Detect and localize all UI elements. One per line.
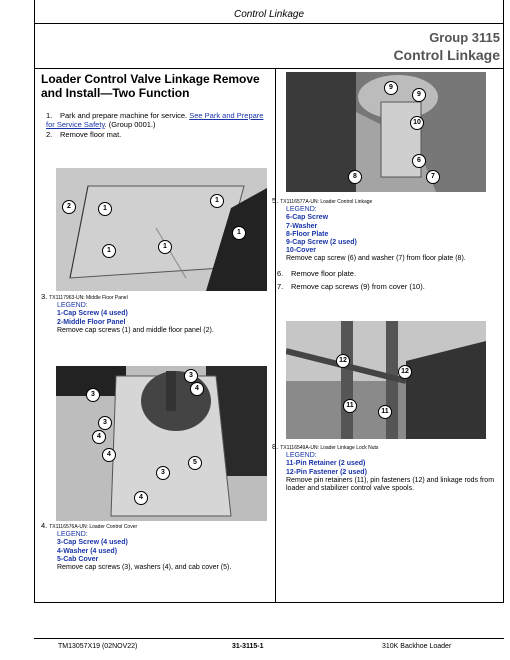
callout-9: 9 [412,88,426,102]
legend-item: 12-Pin Fastener (2 used) [286,468,367,476]
callout-9: 9 [384,81,398,95]
callout-4: 4 [92,430,106,444]
middle-floor-panel-photo [56,168,267,291]
group-number: Group 3115 [429,30,500,45]
callout-3: 3 [86,388,100,402]
callout-1: 1 [232,226,246,240]
callout-7: 7 [426,170,440,184]
step-number: 8. [272,442,279,451]
callout-8: 8 [348,170,362,184]
figure-description: Remove cap screws (1) and middle floor panel (2). [57,326,214,334]
content-area [34,69,502,602]
footer-model: 310K Backhoe Loader [382,643,452,650]
callout-6: 6 [412,154,426,168]
figure-5-caption [272,197,497,264]
callout-3: 3 [156,466,170,480]
column-divider [275,69,276,602]
figure-description: Remove cap screw (6) and washer (7) from floor plate (8). [286,255,466,263]
legend-item: 4-Washer (4 used) [57,547,118,555]
loader-control-cover-photo [56,366,267,521]
step-2 [46,130,268,139]
figure-description: Remove pin retainers (11), pin fasteners (12) and linkage rods from loader and stabilizer control valve spools. [286,476,495,493]
step-number: 3. [41,292,48,301]
callout-11: 11 [378,405,392,419]
legend-item: 2-Middle Floor Panel [57,318,126,326]
step-number: 1. [46,111,53,120]
step-text: Park and prepare machine for service. [60,111,188,120]
section-heading: Loader Control Valve Linkage Remove and Install—Two Function [41,72,260,100]
footer-rule [34,638,504,639]
legend-label: LEGEND: [57,302,88,310]
callout-12: 12 [336,354,350,368]
step-1 [46,111,268,129]
loader-linkage-lock-nuts-photo [286,321,486,439]
step-number: 4. [41,521,48,530]
figure-8-caption [272,443,497,493]
step-number: 5. [272,196,279,205]
legend-item: 7-Washer [286,222,318,230]
callout-3: 3 [98,416,112,430]
legend-item: 8-Floor Plate [286,230,329,238]
callout-1: 1 [102,244,116,258]
legend-label: LEGEND: [286,452,317,460]
legend-item: 10-Cover [286,247,316,255]
callout-5: 5 [188,456,202,470]
callout-12: 12 [398,365,412,379]
step-number: 2. [46,130,53,139]
figure-id: TX1116576A-UN: Loader Control Cover [49,524,138,530]
callout-1: 1 [158,240,172,254]
group-title: Control Linkage [393,47,500,63]
callout-4: 4 [190,382,204,396]
callout-3: 3 [184,369,198,383]
step-number: 6. [277,269,284,278]
step-6 [277,269,499,278]
callout-1: 1 [210,194,224,208]
step-text: Remove floor mat. [60,130,122,139]
callout-4: 4 [134,491,148,505]
callout-1: 1 [98,202,112,216]
legend-item: 1-Cap Screw (4 used) [57,310,128,318]
step-text-after: . (Group 0001.) [104,120,156,129]
legend-item: 9-Cap Screw (2 used) [286,239,357,247]
legend-item: 3-Cap Screw (4 used) [57,539,128,547]
callout-10: 10 [410,116,424,130]
header-rule [34,23,504,24]
callout-4: 4 [102,448,116,462]
step-number: 7. [277,282,284,291]
legend-item: 6-Cap Screw [286,214,329,222]
figure-3-caption [41,293,269,335]
figure-id: TX1116549A-UN: Loader Linkage Lock Nuts [280,445,379,451]
figure-4-caption [41,522,269,572]
loader-control-linkage-photo [286,72,486,192]
legend-label: LEGEND: [286,206,317,214]
callout-2: 2 [62,200,76,214]
park-and-prepare-link[interactable]: See Park and Prepare for Service Safety [46,111,264,129]
step-7 [277,282,499,291]
footer-doc-id: TM13057X19 (02NOV22) [58,643,138,650]
legend-item: 5-Cab Cover [57,555,99,563]
running-header: Control Linkage [233,9,305,20]
callout-11: 11 [343,399,357,413]
figure-id: TX1117963-UN: Middle Floor Panel [49,295,128,301]
legend-label: LEGEND: [57,531,88,539]
step-text: Remove floor plate. [291,269,357,278]
legend-item: 11-Pin Retainer (2 used) [286,460,366,468]
step-text: Remove cap screws (9) from cover (10). [291,282,425,291]
footer-page-number: 31-3115-1 [232,643,264,650]
figure-id: TX1116577A-UN: Loader Control Linkage [280,199,373,205]
figure-description: Remove cap screws (3), washers (4), and cab cover (5). [57,564,232,572]
